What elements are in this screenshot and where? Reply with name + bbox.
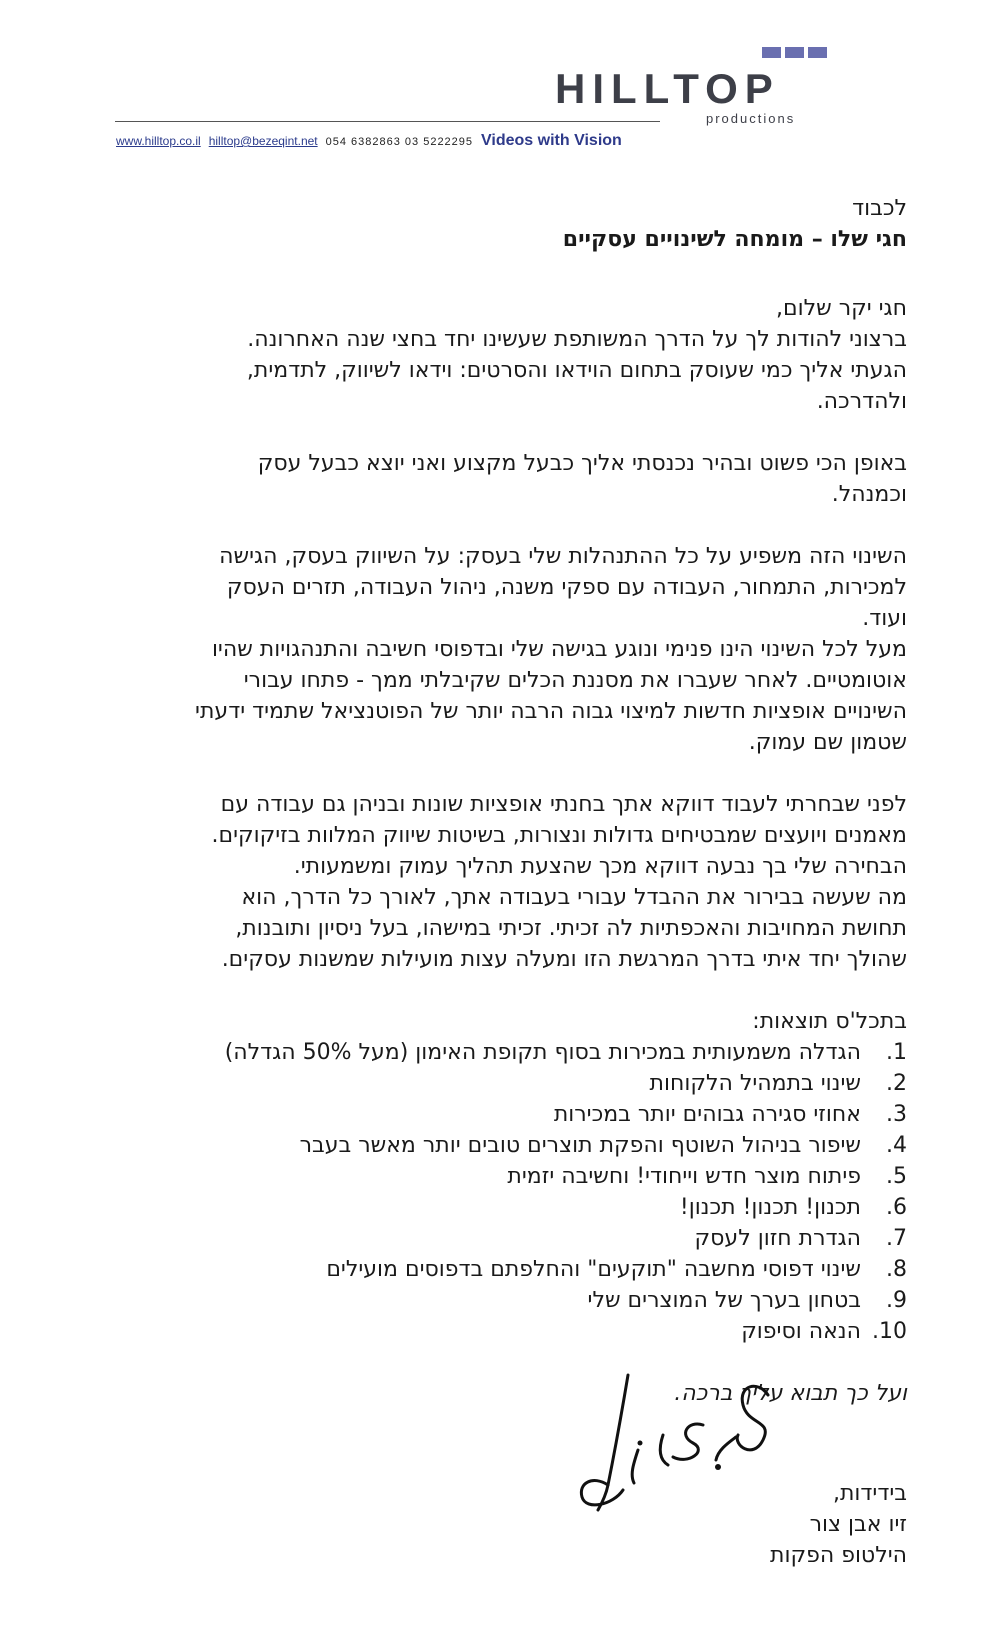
list-number: 5.: [886, 1164, 907, 1189]
paragraph-line: שהולך יחד איתי בדרך המרגשת הזו ומעלה עצות מועילות שמשנות עסקים.: [221, 947, 907, 972]
greeting: חגי יקר שלום,: [776, 296, 907, 321]
contact-line: [116, 132, 622, 150]
brand-logo: HILLTOP: [555, 65, 780, 112]
list-text: שינוי בתמהיל הלקוחות: [649, 1071, 861, 1096]
list-item: [97, 1254, 907, 1285]
list-number: 9.: [886, 1288, 907, 1313]
list-number: 7.: [886, 1226, 907, 1251]
list-item: [97, 1192, 907, 1223]
list-text: שינוי דפוסי מחשבה "תוקעים" והחלפתם בדפוסים מועילים: [326, 1257, 861, 1282]
paragraph-line: ברצוני להודות לך על הדרך המשותפת שעשינו יחד בחצי שנה האחרונה.: [247, 327, 907, 352]
list-text: הגדרת חזון לעסק: [694, 1226, 861, 1251]
paragraph-line: ועוד.: [862, 606, 907, 631]
paragraph-line: מאמנים ויועצים שמבטיחים גדולות ונצורות, בשיטות שיווק המלוות בזיקוקים.: [211, 823, 907, 848]
list-number: 2.: [886, 1071, 907, 1096]
paragraph-line: הבחירה שלי בך נבעה דווקא מכך שהצעת תהליך עמוק ומשמעותי.: [293, 854, 907, 879]
paragraph-line: וכמנהל.: [831, 482, 907, 507]
list-item: [97, 1161, 907, 1192]
salutation-to: לכבוד: [852, 196, 907, 221]
website-link[interactable]: www.hilltop.co.il: [116, 134, 201, 148]
list-text: תכנון! תכנון! תכנון!: [679, 1195, 861, 1220]
list-number: 10.: [872, 1319, 907, 1344]
paragraph-line: הגעתי אליך כמי שעוסק בתחום הוידאו והסרטים: וידאו לשיווק, לתדמית,: [246, 358, 907, 383]
list-number: 3.: [886, 1102, 907, 1127]
list-item: [97, 1223, 907, 1254]
list-item: [97, 1316, 907, 1347]
letter-body: [97, 193, 907, 1571]
signoff-regards: בידידות,: [832, 1481, 907, 1506]
paragraph-line: שטמון שם עמוק.: [748, 730, 907, 755]
list-text: אחוזי סגירה גבוהים יותר במכירות: [553, 1102, 861, 1127]
signoff-company: הילטופ הפקות: [770, 1543, 907, 1568]
phone-numbers: 054 6382863 03 5222295: [325, 136, 474, 148]
recipient-name: חגי שלו – מומחה לשינויים עסקיים: [562, 227, 907, 252]
list-text: הגדלה משמעותית במכירות בסוף תקופת האימון (מעל 50% הגדלה): [224, 1040, 861, 1065]
list-item: [97, 1037, 907, 1068]
paragraph-line: באופן הכי פשוט ובהיר נכנסתי אליך כבעל מקצוע ואני יוצא כבעל עסק: [257, 451, 907, 476]
list-number: 1.: [886, 1040, 907, 1065]
paragraph-line: ולהדרכה.: [816, 389, 907, 414]
list-text: שיפור בניהול השוטף והפקת תוצרים טובים יותר מאשר בעבר: [299, 1133, 861, 1158]
results-heading: בתכל'ס תוצאות:: [752, 1009, 907, 1034]
handwritten-signature: [568, 1365, 783, 1515]
paragraph-line: למכירות, התמחור, העבודה עם ספקי משנה, ניהול העבודה, תזרים העסק: [226, 575, 907, 600]
closing-blessing: ועל כך תבוא עליך ברכה.: [674, 1381, 907, 1406]
paragraph-line: השינויים אופציות חדשות למיצוי גבוה הרבה יותר של הפוטנציאל שתמיד ידעתי: [195, 699, 907, 724]
list-text: בטחון בערך של המוצרים שלי: [587, 1288, 861, 1313]
signoff-name: זיו אבן צור: [809, 1512, 907, 1537]
paragraph-line: השינוי הזה משפיע על כל ההתנהלות שלי בעסק: על השיווק בעסק, הגישה: [219, 544, 907, 569]
list-item: [97, 1099, 907, 1130]
list-item: [97, 1285, 907, 1316]
list-number: 6.: [886, 1195, 907, 1220]
email-link[interactable]: hilltop@bezeqint.net: [208, 134, 318, 148]
list-number: 4.: [886, 1133, 907, 1158]
list-item: [97, 1130, 907, 1161]
paragraph-line: תחושת המחויבות והאכפתיות לה זכיתי. זכיתי במישהו, בעל ניסיון ותובנות,: [235, 916, 907, 941]
brand-subtitle: productions: [706, 111, 796, 126]
paragraph-line: אוטומטיים. לאחר שעברו את מסננת הכלים שקיבלתי ממך - פתחו עבורי: [243, 668, 907, 693]
paragraph-line: מעל לכל השינוי הינו פנימי ונוגע בגישה שלי ובדפוסי חשיבה והתנהגויות שהיו: [211, 637, 907, 662]
logo-squares-icon: [762, 47, 827, 58]
list-item: [97, 1068, 907, 1099]
list-text: הנאה וסיפוק: [741, 1319, 861, 1344]
list-text: פיתוח מוצר חדש וייחודי! וחשיבה יזמית: [507, 1164, 861, 1189]
paragraph-line: מה שעשה בבירור את ההבדל עבורי בעבודה אתך, לאורך כל הדרך, הוא: [241, 885, 907, 910]
tagline: Videos with Vision: [481, 132, 622, 149]
header-divider: [115, 121, 660, 122]
paragraph-line: לפני שבחרתי לעבוד דווקא אתך בחנתי אופציות שונות ובניהן גם עבודה עם: [220, 792, 907, 817]
list-number: 8.: [886, 1257, 907, 1282]
